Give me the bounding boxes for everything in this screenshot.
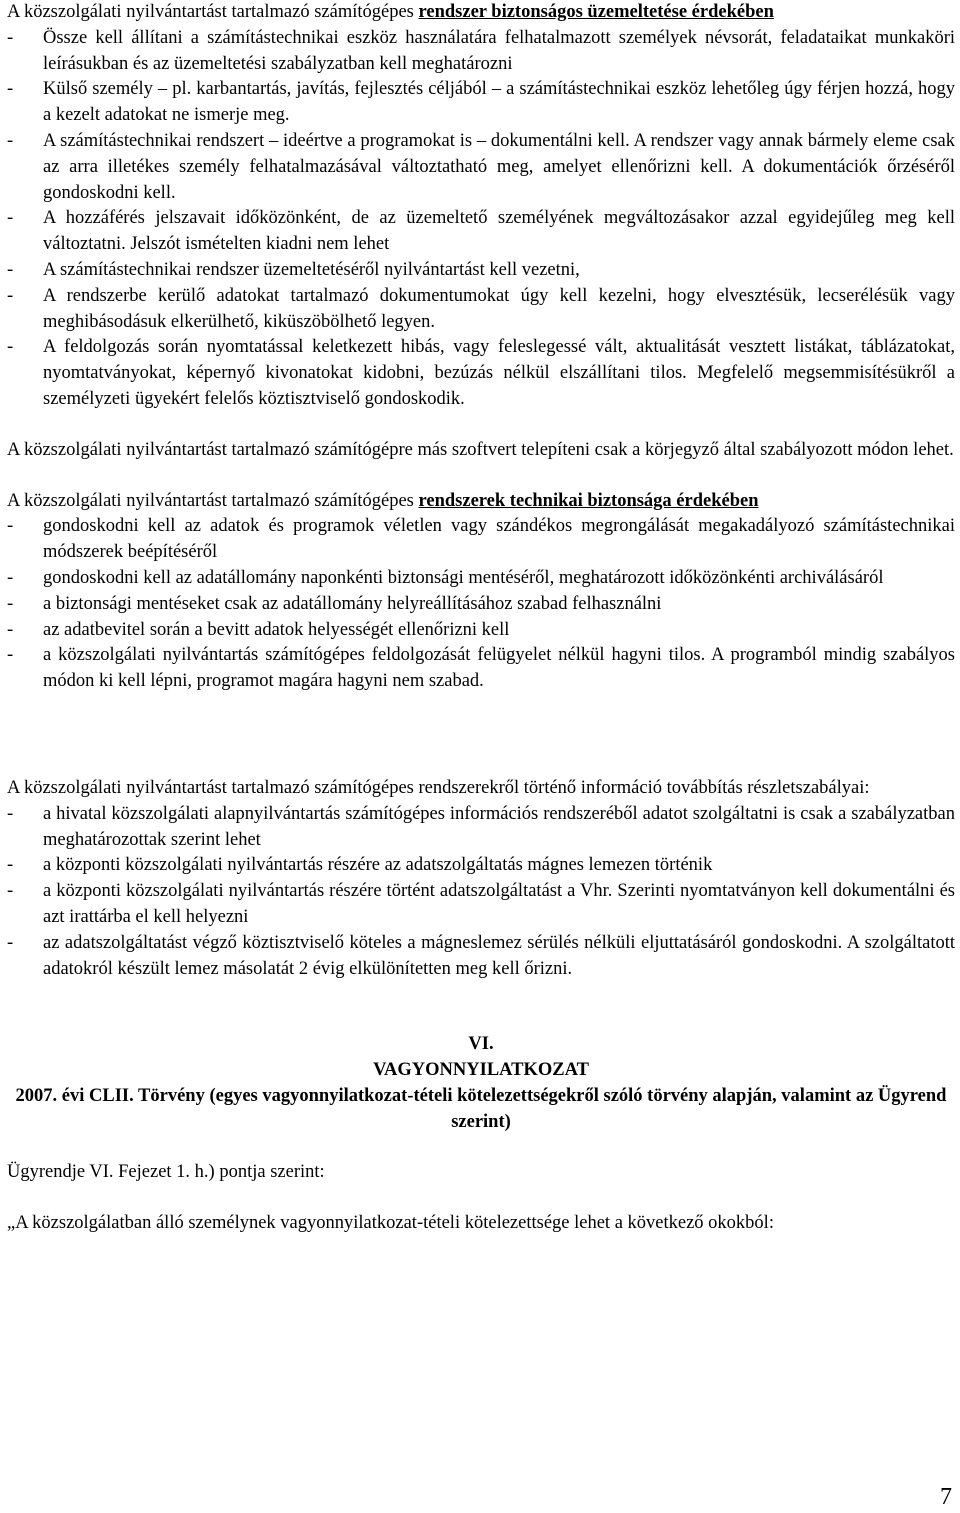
list-item: - a központi közszolgálati nyilvántartás részére az adatszolgáltatás mágnes lemezen történik: [7, 855, 713, 876]
list-item: - gondoskodni kell az adatállomány naponkénti biztonsági mentéséről, meghatározott időközönkénti archiválásáról: [7, 567, 884, 588]
sec2-lead-underlined: rendszerek technikai biztonsága érdekében: [418, 490, 759, 511]
list-item: - az adatszolgáltatást végző köztisztviselő köteles a mágneslemez sérülés nélküli eljuttatásáról gondoskodni. A szolgáltatott adatokról készült lemez másolatát 2 évig elkülönítetten meg kell őrizni.: [7, 932, 955, 979]
sec2-lead-text: A közszolgálati nyilvántartást tartalmazó számítógépes: [7, 490, 419, 511]
list-item: - Külső személy – pl. karbantartás, javítás, fejlesztés céljából – a számítástechnikai eszköz lehetőleg úgy férjen hozzá, hogy a kezelt adatokat ne ismerje meg.: [7, 79, 955, 126]
chapter-title: VAGYONNYILATKOZAT: [373, 1060, 589, 1081]
sec1-lead-underlined: rendszer biztonságos üzemeltetése érdekében: [418, 2, 774, 22]
spacer: [7, 1186, 955, 1211]
list-item: - A számítástechnikai rendszer üzemeltetéséről nyilvántartást kell vezetni,: [7, 259, 580, 280]
spacer: [7, 982, 955, 1007]
spacer: [7, 1135, 955, 1160]
sec1-lead: [7, 0, 955, 26]
list-item: - A számítástechnikai rendszert – ideértve a programokat is – dokumentálni kell. A rendszer vagy annak bármely eleme csak az arra illetékes személy felhatalmazásával változtatható meg, amelyet ellenőrizni kell. A dokumentációk őrzéséről gondoskodni kell.: [7, 130, 955, 203]
sec1-list: [7, 26, 955, 413]
list-item: - A hozzáférés jelszavait időközönként, de az üzemeltető személyének megváltozásakor azzal egyidejűleg meg kell változtatni. Jelszót ismételten kiadni nem lehet: [7, 208, 955, 255]
quote-paragraph: „A közszolgálatban álló személynek vagyonnyilatkozat-tételi kötelezettsége lehet a következő okokból:: [7, 1213, 774, 1234]
list-item: - a hivatal közszolgálati alapnyilvántartás számítógépes információs rendszeréből adatot szolgáltatni is csak a szabályzatban meghatározottak szerint lehet: [7, 803, 955, 850]
spacer: [7, 695, 955, 751]
sec2-list: [7, 514, 955, 695]
page-number: 7: [940, 1484, 952, 1510]
document-body: [7, 0, 955, 1237]
chapter-number: VI.: [468, 1034, 494, 1055]
sec2-lead: [7, 489, 955, 515]
list-item: - A feldolgozás során nyomtatással keletkezett hibás, vagy feleslegessé vált, aktualitását vesztett listákat, táblázatokat, nyomtatványokat, képernyő kivonatokat kidobni, bezúzás nélkül elszállítani tilos. Megfelelő megsemmisítésükről a személyzeti ügyekért felelős köztisztviselő gondoskodik.: [7, 337, 955, 409]
list-item: - Össze kell állítani a számítástechnikai eszköz használatára felhatalmazott személyek névsorát, feladataikat munkaköri leírásukban és az üzemeltetési szabályzatban kell meghatározni: [7, 27, 955, 74]
sec3-lead: A közszolgálati nyilvántartást tartalmazó számítógépes rendszerekről történő információ továbbítás részletszabályai:: [7, 777, 870, 798]
spacer: [7, 1007, 955, 1032]
list-item: - gondoskodni kell az adatok és programok véletlen vagy szándékos megrongálását megakadályozó számítástechnikai módszerek beépítéséről: [7, 516, 955, 563]
ugyrend-reference: Ügyrendje VI. Fejezet 1. h.) pontja szerint:: [7, 1162, 325, 1183]
sec1-lead-text: A közszolgálati nyilvántartást tartalmazó számítógépes: [7, 2, 419, 22]
sec3-list: [7, 802, 955, 983]
software-paragraph: A közszolgálati nyilvántartást tartalmazó számítógépre más szoftvert telepíteni csak a körjegyző által szabályozott módon lehet.: [7, 439, 954, 460]
list-item: - az adatbevitel során a bevitt adatok helyességét ellenőrizni kell: [7, 619, 510, 640]
list-item: - A rendszerbe kerülő adatokat tartalmazó dokumentumokat úgy kell kezelni, hogy elvesztésük, lecserélésük vagy meghibásodásuk elkerülhető, kiküszöbölhető legyen.: [7, 285, 955, 332]
spacer: [7, 751, 955, 776]
spacer: [7, 464, 955, 489]
list-item: - a központi közszolgálati nyilvántartás részére történt adatszolgáltatást a Vhr. Szerinti nyomtatványon kell dokumentálni és azt irattárba el kell helyezni: [7, 881, 955, 927]
spacer: [7, 413, 955, 438]
list-item: - a közszolgálati nyilvántartás számítógépes feldolgozását felügyelet nélkül hagyni tilos. A programból mindig szabályos módon ki kell lépni, programot magára hagyni nem szabad.: [7, 645, 955, 692]
list-item: - a biztonsági mentéseket csak az adatállomány helyreállításához szabad felhasználni: [7, 593, 662, 614]
chapter-law: 2007. évi CLII. Törvény (egyes vagyonnyilatkozat-tételi kötelezettségekről szóló törvény alapján, valamint az Ügyrend szerint): [15, 1085, 947, 1132]
